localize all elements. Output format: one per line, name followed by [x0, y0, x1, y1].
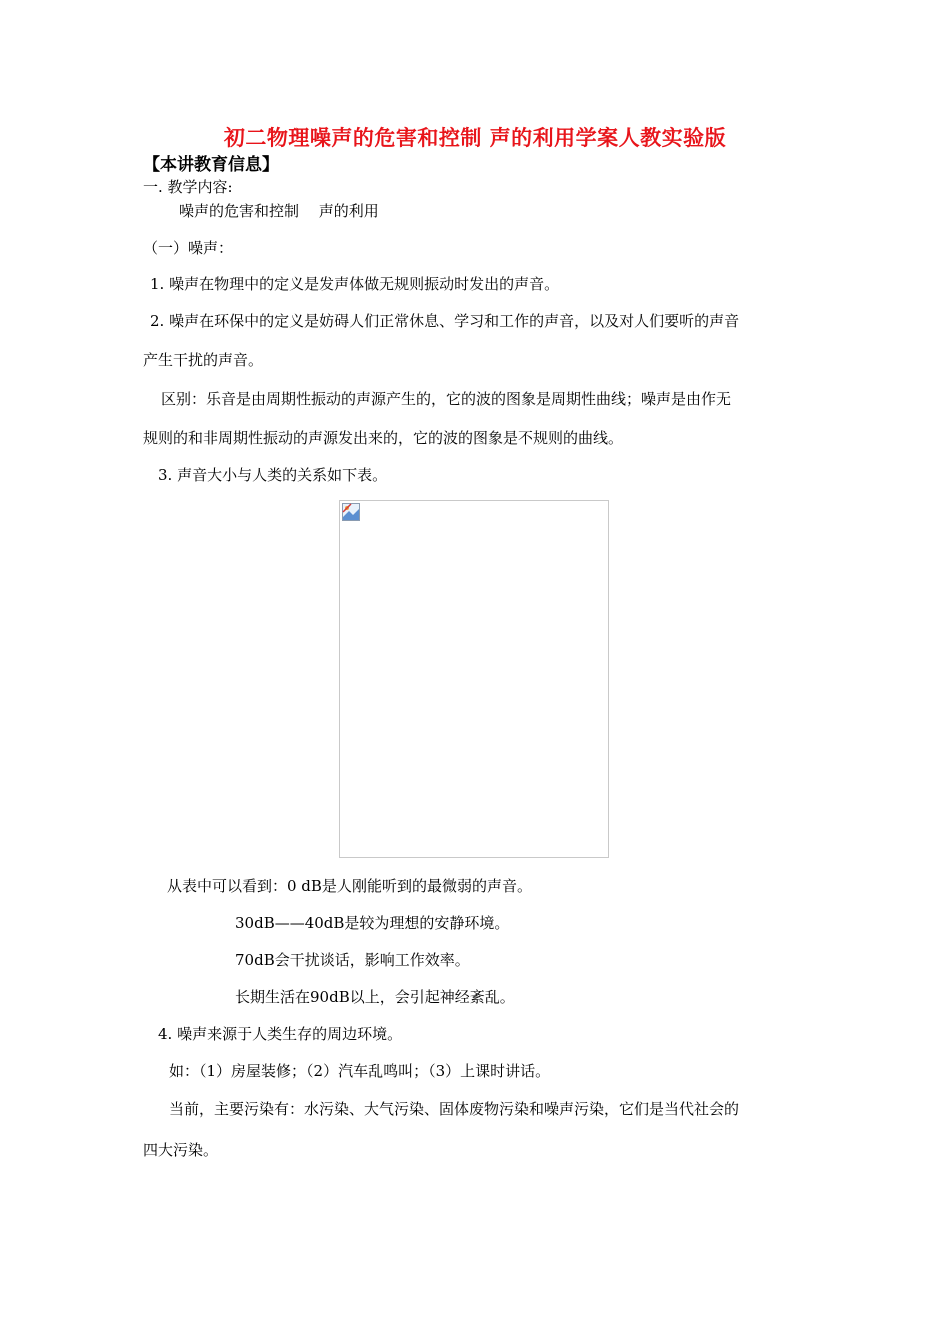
text-line: 当前，主要污染有：水污染、大气污染、固体废物污染和噪声污染，它们是当代社会的: [169, 1100, 740, 1118]
text-line: 噪声的危害和控制 声的利用: [179, 202, 379, 220]
text-line: 2. 噪声在环保中的定义是妨碍人们正常休息、学习和工作的声音，以及对人们要听的声音: [150, 312, 740, 330]
text-line: （一）噪声：: [143, 239, 234, 257]
text-line: 3. 声音大小与人类的关系如下表。: [158, 466, 388, 484]
section-heading: 【本讲教育信息】: [143, 155, 279, 175]
text-line: 规则的和非周期性振动的声源发出来的，它的波的图象是不规则的曲线。: [143, 429, 624, 447]
text-line: 1. 噪声在物理中的定义是发声体做无规则振动时发出的声音。: [150, 275, 560, 293]
page-title: 初二物理噪声的危害和控制 声的利用学案人教实验版: [223, 126, 727, 150]
text-line: 30dB——40dB是较为理想的安静环境。: [235, 914, 510, 932]
text-line: 如：（1）房屋装修；（2）汽车乱鸣叫；（3）上课时讲话。: [169, 1062, 551, 1080]
table-image-placeholder: [339, 500, 609, 858]
broken-image-icon: [342, 503, 360, 521]
text-line: 四大污染。: [143, 1141, 219, 1159]
text-line: 产生干扰的声音。: [143, 351, 264, 369]
text-line: 70dB会干扰谈话，影响工作效率。: [235, 951, 470, 969]
text-line: 一. 教学内容:: [143, 178, 233, 196]
text-line: 4. 噪声来源于人类生存的周边环境。: [158, 1025, 403, 1043]
text-line: 区别：乐音是由周期性振动的声源产生的，它的波的图象是周期性曲线；噪声是由作无: [161, 390, 732, 408]
text-line: 长期生活在90dB以上，会引起神经紊乱。: [235, 988, 515, 1006]
text-line: 从表中可以看到：0 dB是人刚能听到的最微弱的声音。: [167, 877, 532, 895]
